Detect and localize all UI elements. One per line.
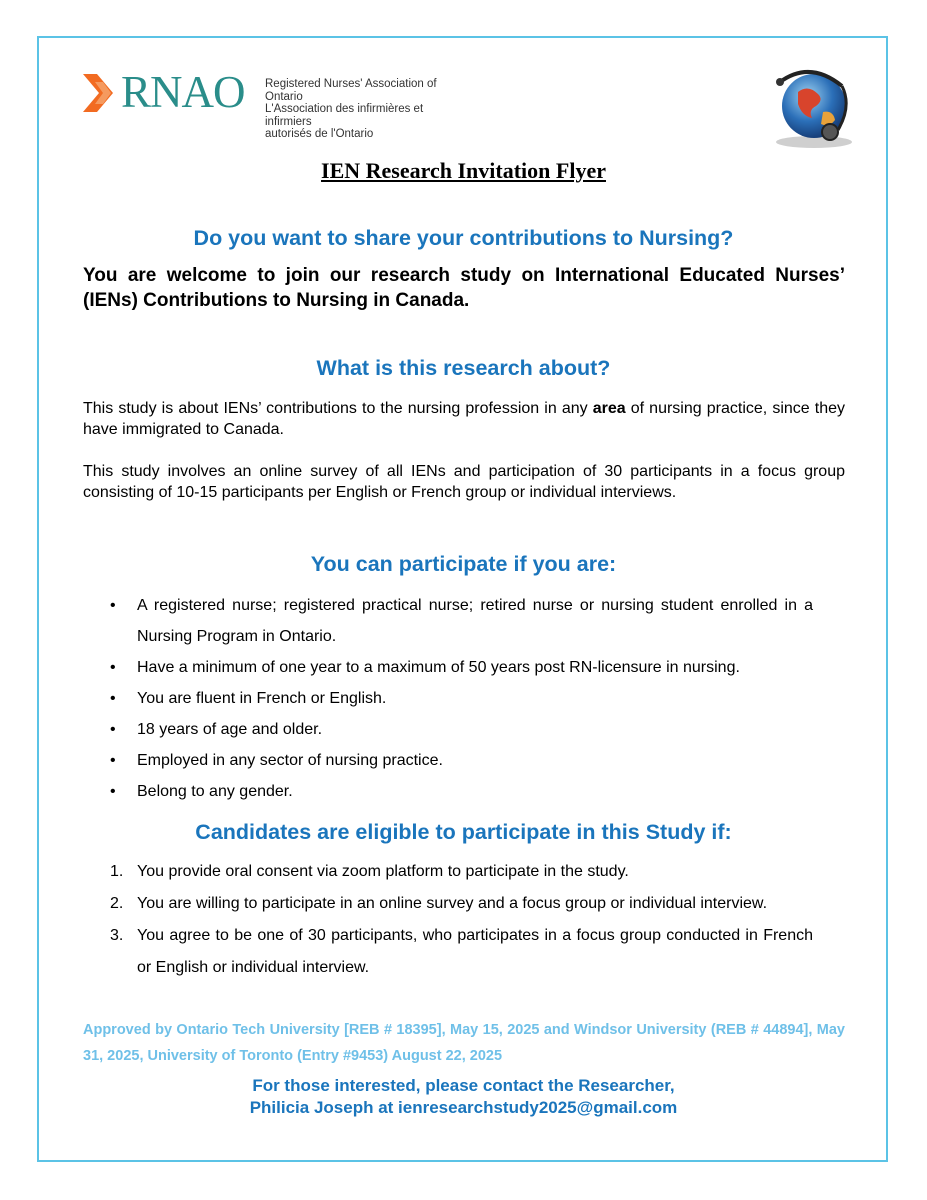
eligibility-list: [83, 856, 813, 984]
participant-criteria-list: [83, 590, 813, 807]
flyer-title: IEN Research Invitation Flyer: [321, 158, 606, 183]
about-paragraph-1: This study is about IENs’ contributions to the nursing profession in any area of nursing practice, since they have immigrated to Canada.: [83, 400, 846, 438]
bullet-marker: •: [110, 690, 116, 707]
section-heading-participate: You can participate if you are:: [310, 552, 617, 576]
invitation-lead: You are welcome to join our research study on International Educated Nurses’ (IENs) Contributions to Nursing in Canada.: [83, 265, 845, 311]
bullet-marker: •: [110, 783, 116, 800]
section-heading-eligibility: Candidates are eligible to participate in this Study if:: [195, 820, 732, 844]
list-item: • You are fluent in French or English.: [83, 683, 813, 714]
ethics-approval-note: Approved by Ontario Tech University [REB # 18395], May 15, 2025 and Windsor University (REB # 44894], May 31, 2025, University of Toronto (Entry #9453) August 22, 2025: [83, 1022, 845, 1064]
list-item: • Employed in any sector of nursing practice.: [83, 745, 813, 776]
bullet-marker: •: [110, 659, 116, 676]
contact-info: For those interested, please contact the Researcher, Philicia Joseph at ienresearchstudy2025@gmail.com: [0, 1075, 927, 1119]
rnao-arrow-logo: [83, 74, 119, 112]
bullet-marker: •: [110, 752, 116, 769]
list-item: 1. You provide oral consent via zoom platform to participate in the study.: [83, 856, 813, 888]
list-item: 3. You agree to be one of 30 participants, who participates in a focus group conducted in French or English or individual interview.: [83, 920, 813, 984]
list-item: 2. You are willing to participate in an online survey and a focus group or individual interview.: [83, 888, 813, 920]
logo-wordmark: RNAO: [121, 67, 245, 117]
list-number: 1.: [110, 863, 124, 880]
list-number: 2.: [110, 895, 124, 912]
bullet-marker: •: [110, 721, 116, 738]
globe-stethoscope-icon: [768, 62, 858, 152]
list-item: • A registered nurse; registered practical nurse; retired nurse or nursing student enrolled in a Nursing Program in Ontario.: [83, 590, 813, 652]
bullet-marker: •: [110, 597, 116, 614]
list-item: • Belong to any gender.: [83, 776, 813, 807]
list-item: • 18 years of age and older.: [83, 714, 813, 745]
list-number: 3.: [110, 927, 124, 944]
list-item: • Have a minimum of one year to a maximum of 50 years post RN-licensure in nursing.: [83, 652, 813, 683]
section-heading-contributions: Do you want to share your contributions to Nursing?: [193, 226, 734, 250]
logo-org-name: Registered Nurses' Association of Ontario L'Association des infirmières et infirmiers autorisés de l'Ontario: [265, 78, 437, 140]
rnao-logo: [83, 67, 437, 140]
about-paragraph-2: This study involves an online survey of all IENs and participation of 30 participants in a focus group consisting of 10-15 participants per English or French group or individual interviews.: [83, 463, 845, 501]
contact-email-line[interactable]: Philicia Joseph at ienresearchstudy2025@gmail.com: [249, 1098, 678, 1117]
section-heading-about: What is this research about?: [316, 356, 611, 380]
